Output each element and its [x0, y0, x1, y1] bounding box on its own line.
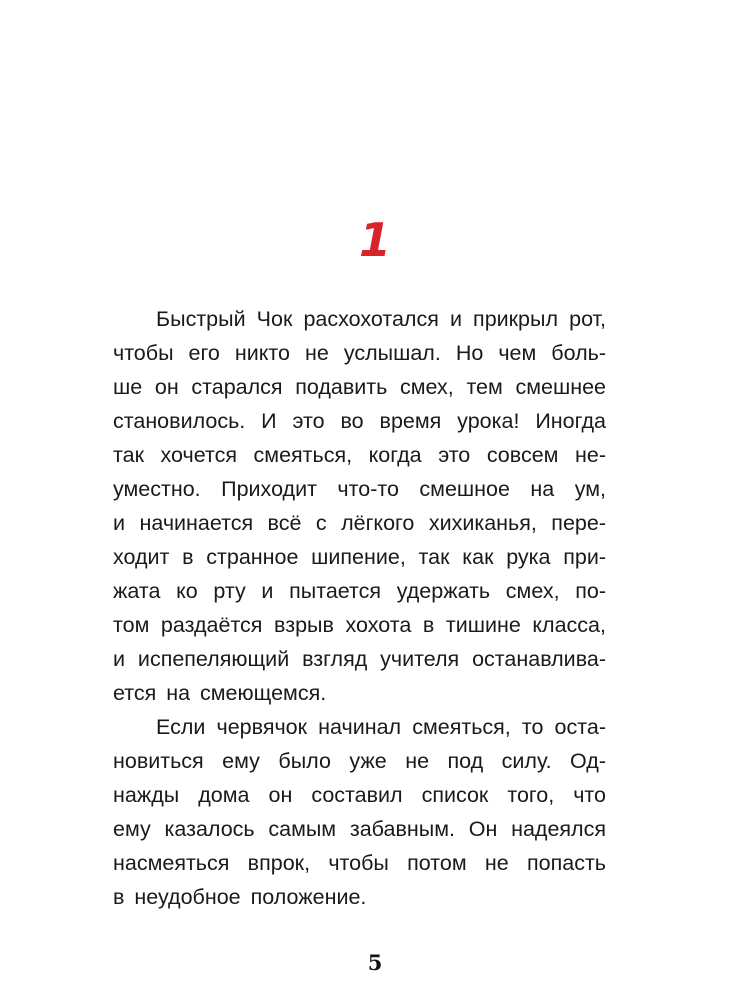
text-line: так хочется смеяться, когда это совсем не- — [113, 443, 606, 467]
text-line: ше он старался подавить смех, тем смешнее — [113, 375, 606, 399]
chapter-number: 1 — [358, 213, 391, 267]
text-line: и начинается всё с лёгкого хихиканья, пере- — [113, 511, 606, 535]
page-number: 5 — [367, 950, 383, 975]
text-line: Если червячок начинал смеяться, то оста- — [156, 715, 606, 739]
text-line: Быстрый Чок расхохотался и прикрыл рот, — [156, 307, 606, 331]
paragraph-1 — [113, 302, 606, 710]
text-line: ходит в странное шипение, так как рука при- — [113, 545, 606, 569]
text-line: новиться ему было уже не под силу. Од- — [113, 749, 606, 773]
text-line: чтобы его никто не услышал. Но чем боль- — [113, 341, 606, 365]
text-line: нажды дома он составил список того, что — [113, 783, 606, 807]
text-line: уместно. Приходит что-то смешное на ум, — [113, 477, 606, 501]
text-line: жата ко рту и пытается удержать смех, по- — [113, 579, 606, 603]
paragraph-2 — [113, 710, 606, 914]
text-line: становилось. И это во время урока! Иногда — [113, 409, 606, 433]
text-line: ему казалось самым забавным. Он надеялся — [113, 817, 606, 841]
text-line: насмеяться впрок, чтобы потом не попасть — [113, 851, 606, 875]
text-line: и испепеляющий взгляд учителя останавлива- — [113, 647, 606, 671]
text-line: том раздаётся взрыв хохота в тишине класса, — [113, 613, 606, 637]
text-line: в неудобное положение. — [113, 885, 367, 909]
text-line: ется на смеющемся. — [113, 681, 327, 705]
